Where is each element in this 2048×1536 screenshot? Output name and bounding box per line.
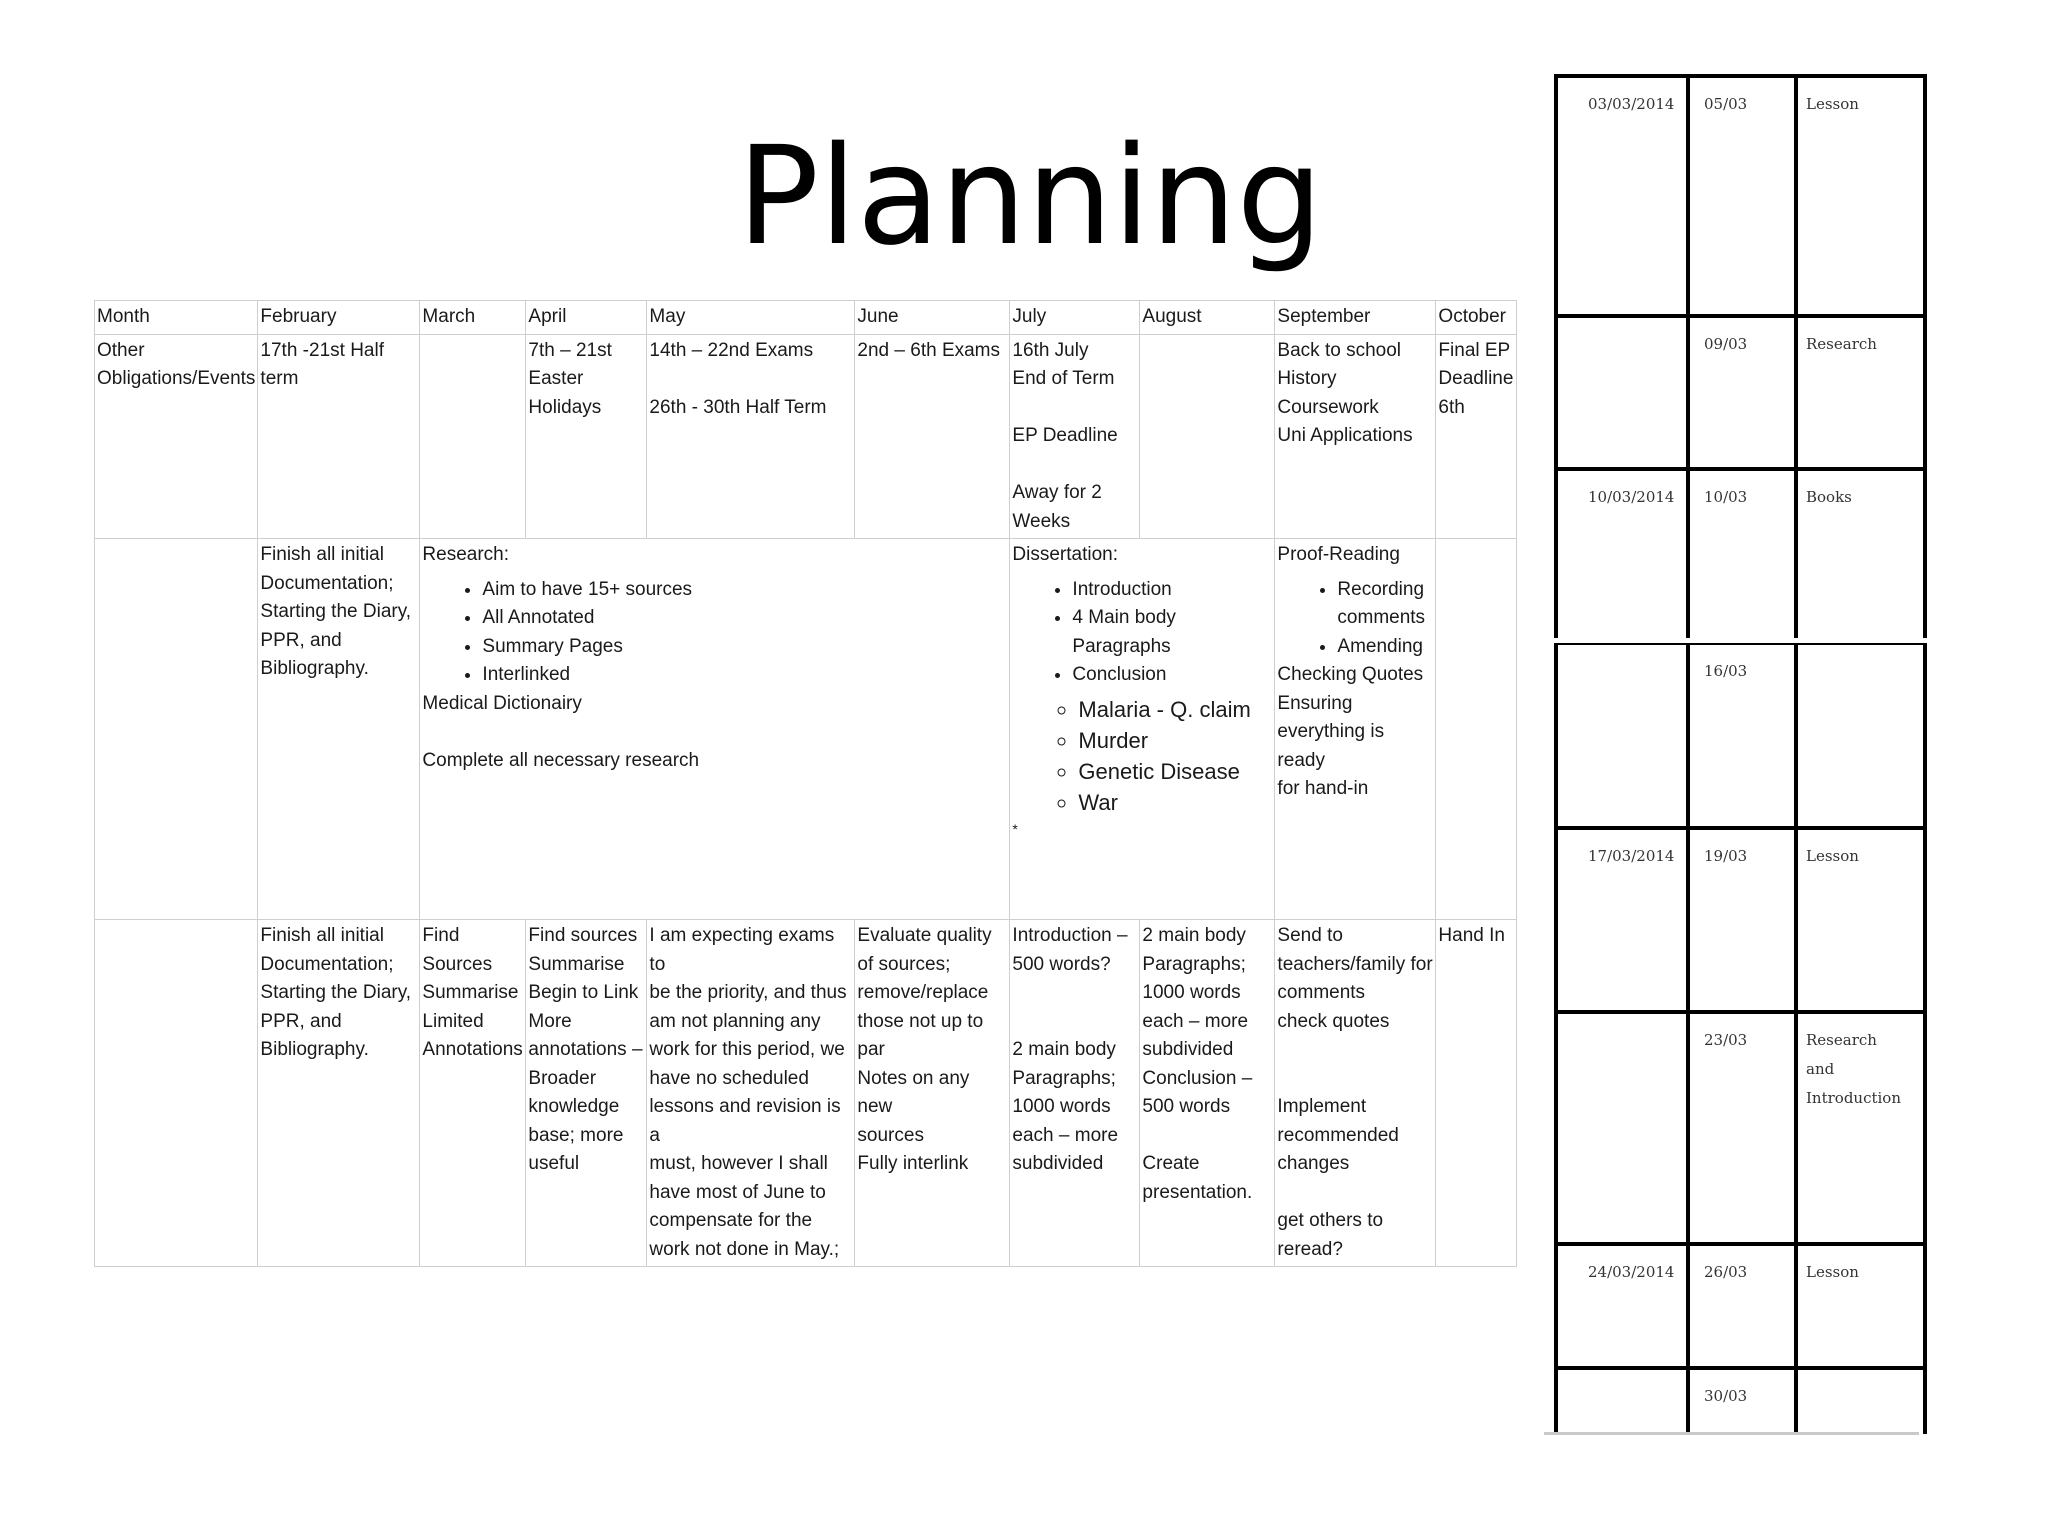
dissertation-subtopics xyxy=(1012,694,1272,818)
text-line: Summarise xyxy=(422,982,519,1003)
dissertation-cell xyxy=(1010,539,1275,920)
text-line: knowledge xyxy=(528,1096,620,1117)
text-line: Research xyxy=(1806,335,1877,353)
diary-date xyxy=(1558,318,1690,467)
text-line: 2 main body xyxy=(1142,925,1246,946)
diary-day: 10/03 xyxy=(1690,471,1798,638)
diary-date: 17/03/2014 xyxy=(1558,830,1690,1010)
text-line: subdivided xyxy=(1012,1153,1104,1174)
header-cell: March xyxy=(420,301,526,335)
text-line: Obligations/Events xyxy=(97,368,256,389)
diary-day: 19/03 xyxy=(1690,830,1798,1010)
diary-note xyxy=(1798,830,1919,1010)
text-line: 500 words xyxy=(1142,1096,1231,1117)
text-line: Other xyxy=(97,339,145,361)
text-line: Hand In xyxy=(1438,925,1505,946)
text-line: par xyxy=(857,1039,885,1060)
header-cell: February xyxy=(258,301,420,335)
proofreading-bullets xyxy=(1277,576,1433,662)
text-line: am not planning any xyxy=(649,1010,821,1032)
tasks-march xyxy=(420,920,526,1267)
text-line: Final EP xyxy=(1438,339,1511,361)
text-line: 6th xyxy=(1438,396,1465,418)
text-line: Deadline xyxy=(1438,368,1514,389)
text-line: each – more xyxy=(1012,1124,1119,1146)
text-line: Paragraphs; xyxy=(1142,953,1246,975)
text-line: Ensuring xyxy=(1277,692,1353,714)
text-line: Evaluate quality xyxy=(857,925,992,946)
research-notes xyxy=(422,690,1007,776)
header-cell: June xyxy=(855,301,1010,335)
events-october xyxy=(1436,334,1517,539)
text-line: Summarise xyxy=(528,953,625,975)
text-line: Annotations xyxy=(422,1039,523,1060)
diary-row xyxy=(1558,1014,1923,1246)
diary-date xyxy=(1558,645,1690,826)
text-line: Sources xyxy=(422,953,493,975)
text-line: have most of June to xyxy=(649,1181,826,1203)
text-line: work for this period, we xyxy=(649,1039,845,1060)
bullet-item: • Interlinked xyxy=(482,661,1007,690)
bullet-item: • Aim to have 15+ sources xyxy=(482,576,1007,605)
text-line: Away for 2 xyxy=(1012,482,1102,503)
text-line: Bibliography. xyxy=(260,658,369,679)
diary-date xyxy=(1558,1370,1690,1434)
text-line: Broader xyxy=(528,1067,597,1089)
text-line: compensate for the xyxy=(649,1210,813,1231)
text-line: Holidays xyxy=(528,396,602,418)
diary-day: 23/03 xyxy=(1690,1014,1798,1242)
text-line xyxy=(1277,1179,1433,1208)
header-cell: August xyxy=(1140,301,1275,335)
events-june xyxy=(855,334,1010,539)
text-line: Starting the Diary, xyxy=(260,982,412,1003)
text-line: Back to school xyxy=(1277,339,1401,361)
text-line: of sources; xyxy=(857,953,951,975)
text-line: Weeks xyxy=(1012,510,1071,532)
diary-note xyxy=(1798,318,1919,467)
diary-note xyxy=(1798,78,1919,314)
diary-row xyxy=(1558,1370,1923,1434)
text-line: comments xyxy=(1277,982,1366,1003)
text-line xyxy=(1012,451,1137,480)
text-line: Finish all initial xyxy=(260,544,384,565)
diary-row xyxy=(1558,1246,1923,1370)
diary-day: 30/03 xyxy=(1690,1370,1798,1434)
text-line: 14th – 22nd Exams xyxy=(649,339,814,361)
text-line: Paragraphs; xyxy=(1012,1067,1116,1089)
bullet-item: • Amending xyxy=(1337,633,1433,662)
tasks-october xyxy=(1436,920,1517,1267)
text-line: Documentation; xyxy=(260,953,394,975)
diary-note xyxy=(1798,1014,1919,1242)
diary-strip-2 xyxy=(1554,643,1927,1434)
text-line: those not up to xyxy=(857,1010,984,1032)
text-line: EP Deadline xyxy=(1012,425,1118,446)
text-line: everything is ready xyxy=(1277,721,1385,771)
diary-date: 10/03/2014 xyxy=(1558,471,1690,638)
header-row xyxy=(95,301,1517,335)
diary-strip-1 xyxy=(1554,74,1927,638)
text-line: Bibliography. xyxy=(260,1039,369,1060)
text-line xyxy=(1277,1065,1433,1094)
text-line: Find sources xyxy=(528,925,638,946)
text-line: Documentation; xyxy=(260,572,394,594)
text-line: PPR, and xyxy=(260,1010,342,1032)
text-line: Starting the Diary, xyxy=(260,601,412,622)
text-line: Notes on any new xyxy=(857,1067,970,1117)
text-line: base; more xyxy=(528,1124,624,1146)
diary-row xyxy=(1558,78,1923,318)
text-line: PPR, and xyxy=(260,629,342,651)
diary-row xyxy=(1558,318,1923,471)
text-line: End of Term xyxy=(1012,368,1115,389)
bullet-item: ◦ Malaria - Q. claim xyxy=(1078,694,1272,725)
diary-day: 16/03 xyxy=(1690,645,1798,826)
text-line: have no scheduled xyxy=(649,1067,809,1089)
text-line: be the priority, and thus xyxy=(649,982,847,1003)
diary-date xyxy=(1558,1014,1690,1242)
header-cell: May xyxy=(647,301,855,335)
text-line: Coursework xyxy=(1277,396,1379,418)
slide-title: Planning xyxy=(737,118,1323,276)
text-line: 500 words? xyxy=(1012,953,1111,975)
text-line: for hand-in xyxy=(1277,778,1369,799)
diary-date: 24/03/2014 xyxy=(1558,1246,1690,1366)
dissertation-heading: Dissertation: xyxy=(1012,544,1119,565)
row-label xyxy=(95,334,258,539)
tasks-june xyxy=(855,920,1010,1267)
research-cell xyxy=(420,539,1010,920)
text-line: Send to xyxy=(1277,925,1343,946)
text-line xyxy=(422,718,1007,747)
text-line: check quotes xyxy=(1277,1010,1390,1032)
text-line: teachers/family for xyxy=(1277,953,1433,975)
diary-day: 05/03 xyxy=(1690,78,1798,314)
text-line: History xyxy=(1277,368,1337,389)
text-line: Uni Applications xyxy=(1277,425,1413,446)
text-line xyxy=(649,365,852,394)
text-line: and xyxy=(1806,1060,1835,1078)
text-line: 7th – 21st xyxy=(528,339,612,361)
text-line xyxy=(1277,1036,1433,1065)
text-line: Begin to Link xyxy=(528,982,639,1003)
tasks-february xyxy=(258,920,420,1267)
goals-february xyxy=(258,539,420,920)
text-line: Medical Dictionairy xyxy=(422,692,582,714)
events-march xyxy=(420,334,526,539)
text-line: 2 main body xyxy=(1012,1039,1116,1060)
diary-row xyxy=(1558,830,1923,1014)
bullet-item: • Introduction xyxy=(1072,576,1272,605)
tasks-row xyxy=(95,920,1517,1267)
events-april xyxy=(526,334,647,539)
header-cell: Month xyxy=(95,301,258,335)
text-line: Fully interlink xyxy=(857,1153,969,1174)
text-line: Finish all initial xyxy=(260,925,384,946)
diary-note xyxy=(1798,1246,1919,1366)
tasks-april xyxy=(526,920,647,1267)
proofreading-notes xyxy=(1277,661,1433,804)
text-line: 17th -21st Half xyxy=(260,339,384,361)
text-line: More xyxy=(528,1010,572,1032)
text-line: Lesson xyxy=(1806,95,1859,113)
text-line: Conclusion – xyxy=(1142,1067,1253,1089)
goals-row xyxy=(95,539,1517,920)
research-heading: Research: xyxy=(422,544,510,565)
events-august xyxy=(1140,334,1275,539)
footnote-star: * xyxy=(1012,820,1018,837)
bullet-item: ◦ War xyxy=(1078,787,1272,818)
text-line: Checking Quotes xyxy=(1277,664,1424,685)
proofreading-cell xyxy=(1275,539,1436,920)
text-line: Research xyxy=(1806,1031,1877,1049)
proofreading-heading: Proof-Reading xyxy=(1277,544,1400,565)
tasks-september xyxy=(1275,920,1436,1267)
text-line: Easter xyxy=(528,368,584,389)
text-line: Introduction xyxy=(1806,1089,1901,1107)
bullet-item: • Conclusion xyxy=(1072,661,1272,690)
diary-day: 09/03 xyxy=(1690,318,1798,467)
text-line: sources xyxy=(857,1124,924,1146)
diary-row xyxy=(1558,471,1923,638)
text-line: Implement xyxy=(1277,1096,1367,1117)
text-line: Books xyxy=(1806,488,1852,506)
diary-date: 03/03/2014 xyxy=(1558,78,1690,314)
bullet-item: ◦ Murder xyxy=(1078,725,1272,756)
goals-october xyxy=(1436,539,1517,920)
text-line: Limited xyxy=(422,1010,484,1032)
text-line: must, however I shall xyxy=(649,1153,828,1174)
events-february xyxy=(258,334,420,539)
text-line: 16th July xyxy=(1012,339,1089,361)
text-line xyxy=(1012,394,1137,423)
text-line: Lesson xyxy=(1806,1263,1859,1281)
diary-row xyxy=(1558,645,1923,830)
text-line: Find xyxy=(422,925,460,946)
text-line: subdivided xyxy=(1142,1039,1234,1060)
diary-day: 26/03 xyxy=(1690,1246,1798,1366)
tasks-august xyxy=(1140,920,1275,1267)
text-line: term xyxy=(260,368,299,389)
bullet-item: ◦ Genetic Disease xyxy=(1078,756,1272,787)
text-line: annotations – xyxy=(528,1039,643,1060)
tasks-label xyxy=(95,920,258,1267)
dissertation-bullets xyxy=(1012,576,1272,690)
bullet-item: • Recording comments xyxy=(1337,576,1433,633)
text-line: Introduction – xyxy=(1012,925,1128,946)
text-line: presentation. xyxy=(1142,1181,1253,1203)
research-bullets xyxy=(422,576,1007,690)
diary-note xyxy=(1798,471,1919,638)
header-cell: April xyxy=(526,301,647,335)
events-september xyxy=(1275,334,1436,539)
text-line: 26th - 30th Half Term xyxy=(649,396,827,418)
goals-label xyxy=(95,539,258,920)
bullet-item: • Summary Pages xyxy=(482,633,1007,662)
text-line: reread? xyxy=(1277,1238,1343,1260)
text-line: work not done in May.; xyxy=(649,1238,840,1260)
text-line: Complete all necessary research xyxy=(422,749,700,771)
text-line: remove/replace xyxy=(857,982,989,1003)
events-may xyxy=(647,334,855,539)
tasks-july xyxy=(1010,920,1140,1267)
text-line: 1000 words xyxy=(1012,1096,1111,1117)
diary-note xyxy=(1798,1370,1919,1434)
text-line: changes xyxy=(1277,1153,1350,1174)
strip-baseline xyxy=(1544,1432,1919,1435)
text-line: lessons and revision is a xyxy=(649,1096,841,1146)
text-line: Lesson xyxy=(1806,847,1859,865)
text-line xyxy=(1142,1122,1272,1151)
planning-table xyxy=(94,300,1517,1267)
bullet-item: • 4 Main body Paragraphs xyxy=(1072,604,1272,661)
events-july xyxy=(1010,334,1140,539)
text-line: get others to xyxy=(1277,1210,1384,1231)
events-row xyxy=(95,334,1517,539)
text-line: Create xyxy=(1142,1153,1200,1174)
text-line: each – more xyxy=(1142,1010,1249,1032)
text-line: 1000 words xyxy=(1142,982,1241,1003)
header-cell: September xyxy=(1275,301,1436,335)
header-cell: October xyxy=(1436,301,1517,335)
bullet-item: • All Annotated xyxy=(482,604,1007,633)
text-line xyxy=(1012,1008,1137,1037)
text-line: 2nd – 6th Exams xyxy=(857,339,1001,361)
text-line: recommended xyxy=(1277,1124,1399,1146)
text-line: useful xyxy=(528,1153,580,1174)
text-line: I am expecting exams to xyxy=(649,925,835,975)
diary-note xyxy=(1798,645,1919,826)
tasks-may xyxy=(647,920,855,1267)
header-cell: July xyxy=(1010,301,1140,335)
text-line xyxy=(1012,979,1137,1008)
